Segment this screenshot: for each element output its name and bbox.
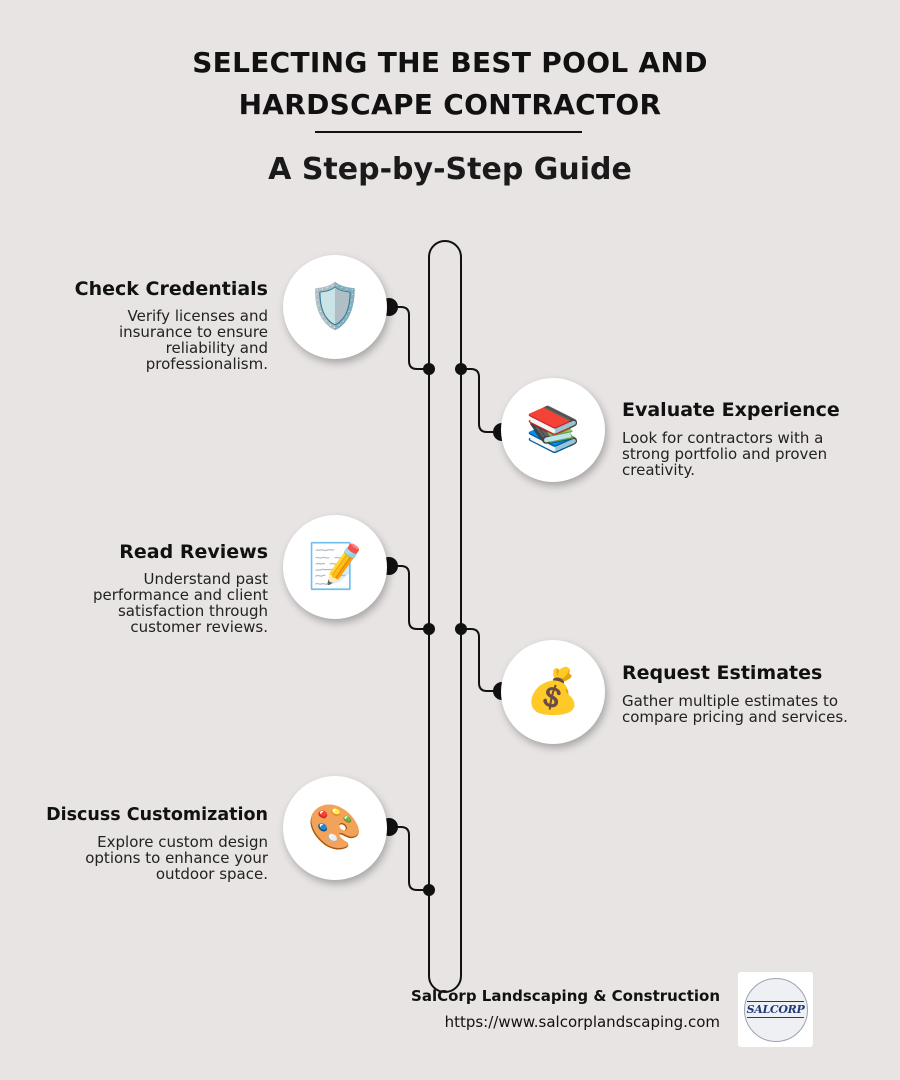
connector-step-5	[389, 827, 429, 890]
connector-step-3	[389, 566, 429, 629]
step-description: Verify licenses and insurance to ensure reliability and professionalism.	[118, 307, 268, 373]
footer-website-link[interactable]: https://www.salcorplandscaping.com	[444, 1013, 720, 1031]
junction-dot-step-5	[423, 884, 435, 896]
step-icon-circle	[283, 255, 387, 359]
junction-dot-step-3	[423, 623, 435, 635]
logo-text: SALCORP	[746, 1003, 805, 1016]
step-title: Request Estimates	[622, 662, 823, 684]
money-bag-icon: 💰	[525, 666, 581, 717]
connector-step-2	[461, 369, 502, 432]
step-icon-circle	[283, 776, 387, 880]
step-title: Discuss Customization	[46, 805, 268, 825]
junction-dot-step-2	[455, 363, 467, 375]
step-title: Read Reviews	[119, 541, 268, 563]
company-logo	[738, 972, 813, 1047]
junction-dot-step-1	[423, 363, 435, 375]
step-icon-circle	[501, 640, 605, 744]
connector-step-1	[389, 307, 429, 369]
logo-emblem	[744, 978, 808, 1042]
timeline-track	[429, 241, 461, 992]
shield-icon: 🛡️	[307, 281, 363, 332]
books-icon: 📚	[525, 404, 581, 455]
memo-icon: 📝	[307, 541, 363, 592]
step-description: Explore custom design options to enhance your outdoor space.	[85, 833, 268, 883]
footer-company-name: SalCorp Landscaping & Construction	[411, 987, 720, 1005]
palette-icon: 🎨	[307, 802, 363, 853]
step-title: Check Credentials	[74, 278, 268, 300]
step-title: Evaluate Experience	[622, 399, 840, 421]
step-icon-circle	[283, 515, 387, 619]
connector-step-4	[461, 629, 502, 691]
page-subtitle: A Step-by-Step Guide	[268, 152, 632, 187]
step-description: Understand past performance and client satisfaction through customer reviews.	[92, 570, 268, 636]
step-description: Gather multiple estimates to compare pricing and services.	[622, 692, 848, 726]
page-title: SELECTING THE BEST POOL AND HARDSCAPE CONTRACTOR	[192, 46, 708, 121]
step-description: Look for contractors with a strong portfolio and proven creativity.	[622, 429, 828, 479]
step-icon-circle	[501, 378, 605, 482]
junction-dot-step-4	[455, 623, 467, 635]
